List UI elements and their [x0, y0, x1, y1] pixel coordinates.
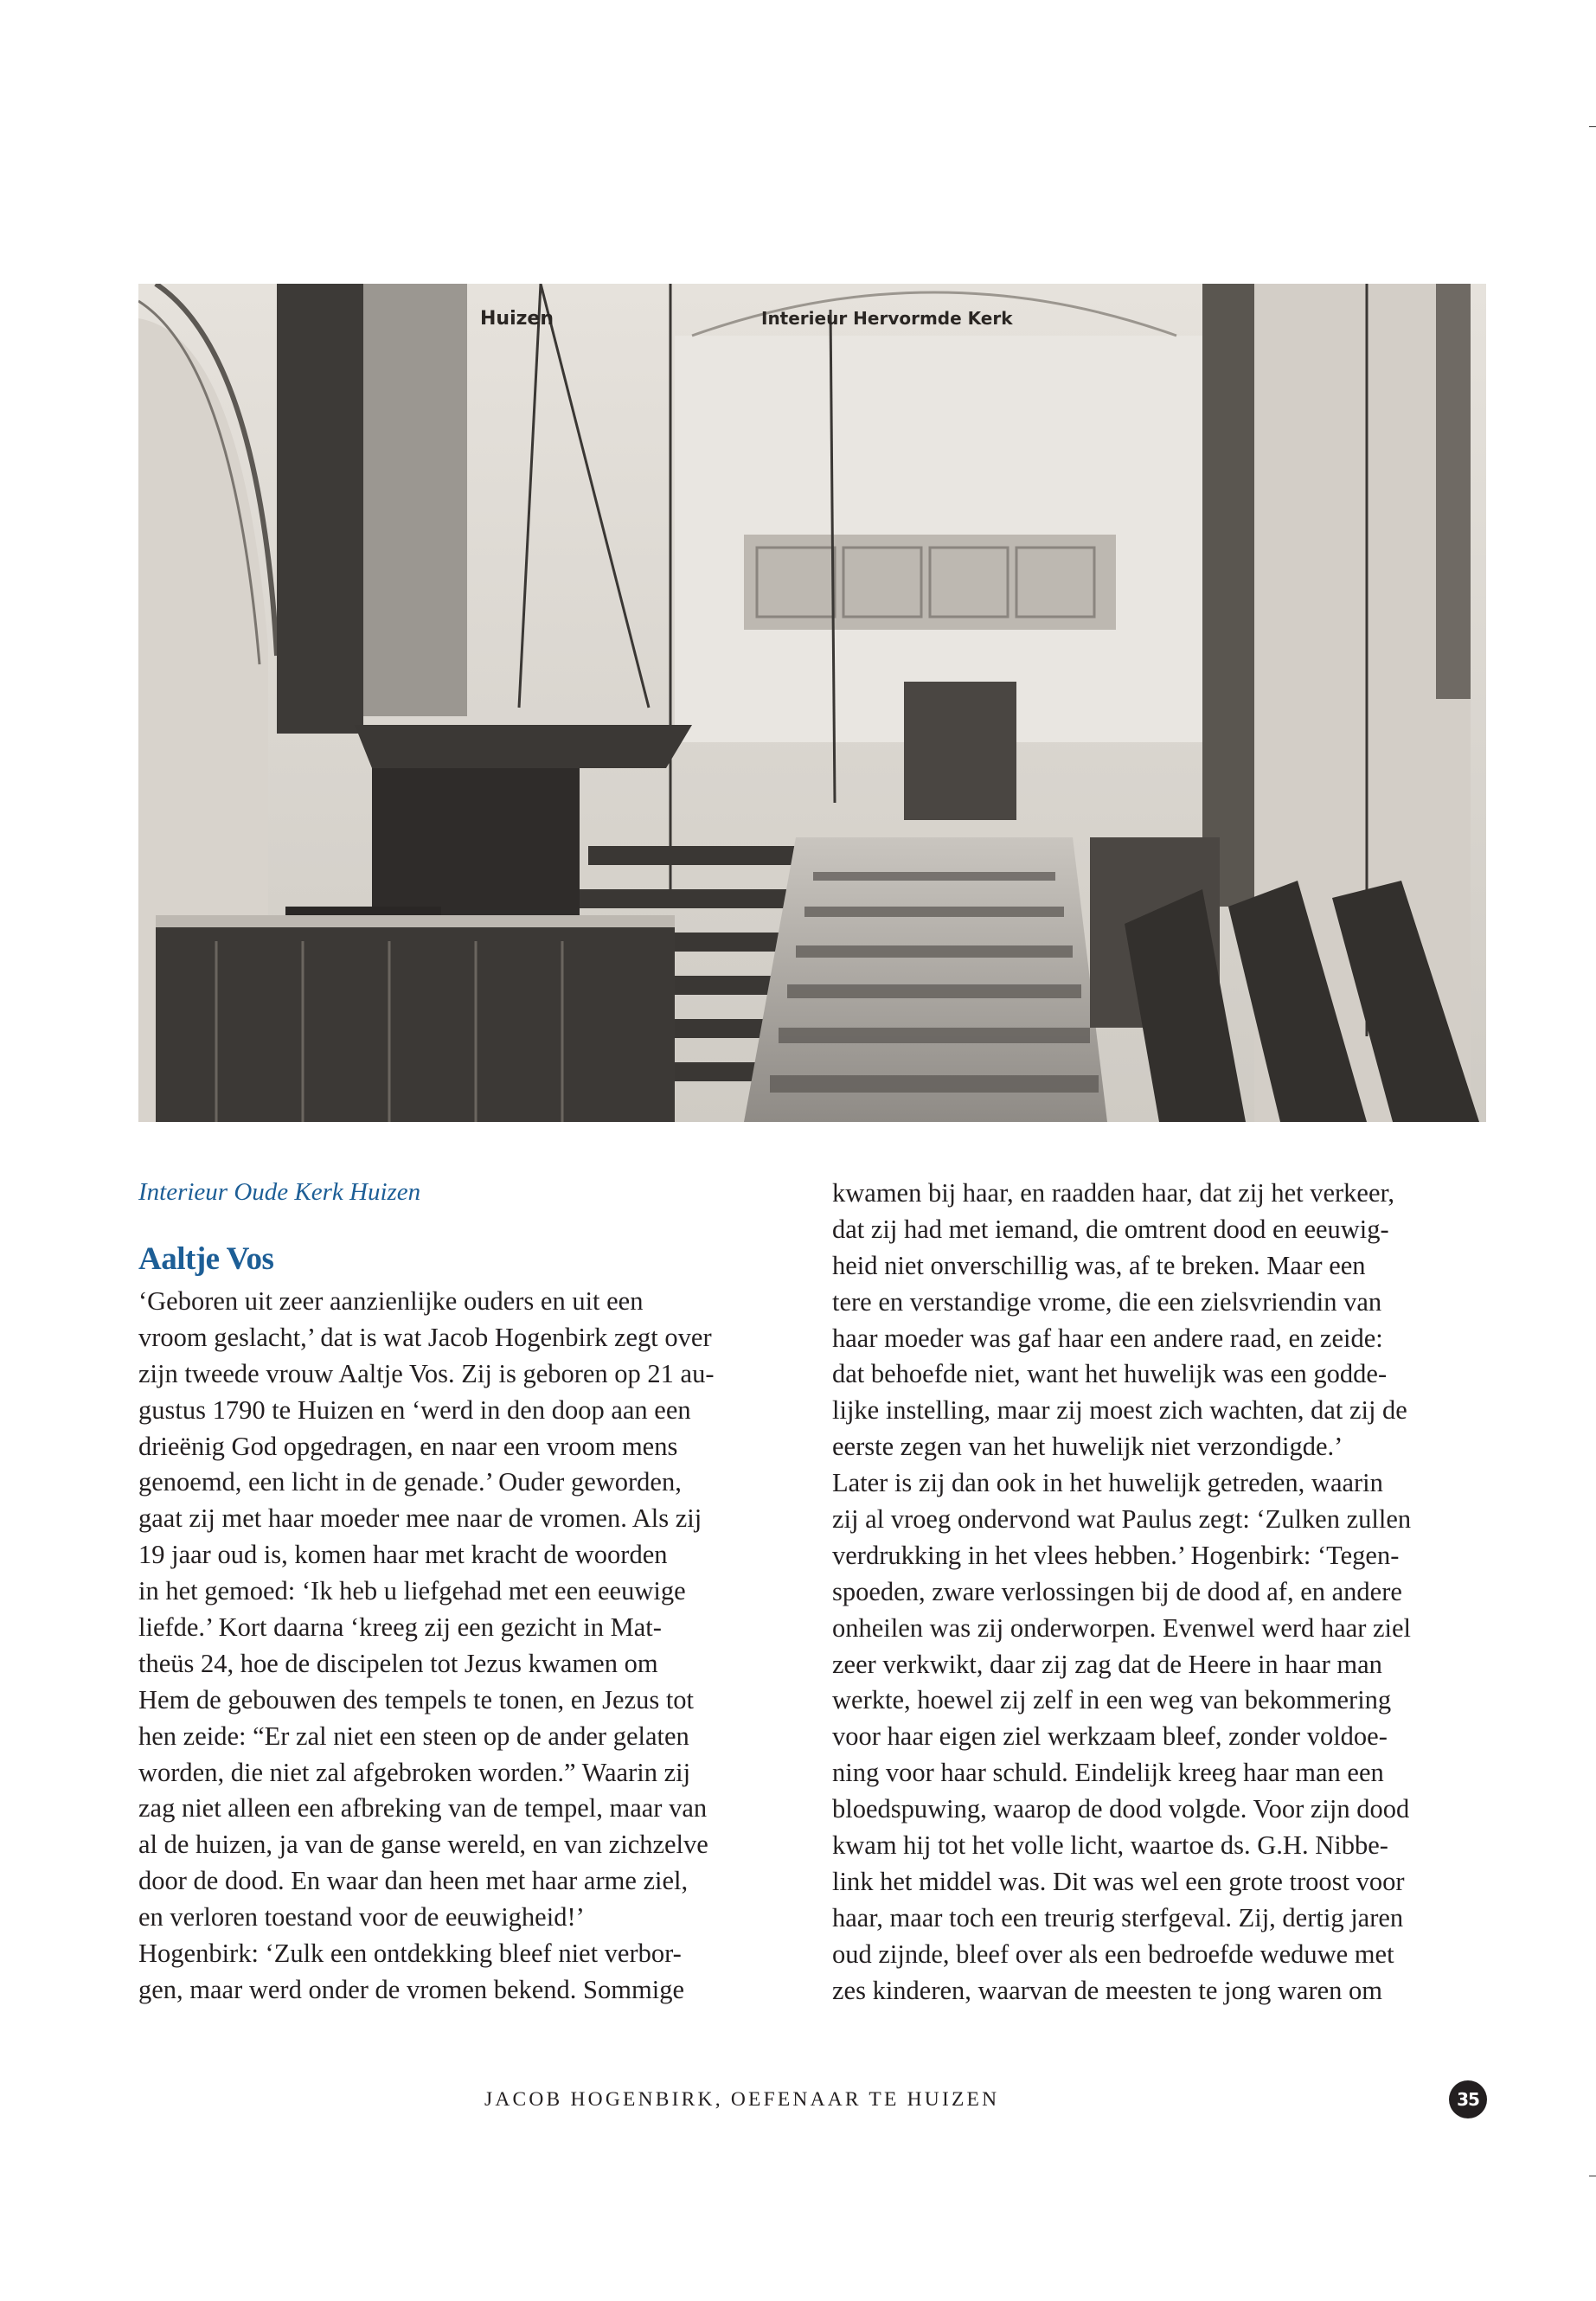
body-line: hen zeide: “Er zal niet een steen op de ander gelaten: [138, 1721, 689, 1751]
body-line: zijn tweede vrouw Aaltje Vos. Zij is geboren op 21 au-: [138, 1358, 715, 1388]
body-line: lijke instelling, maar zij moest zich wachten, dat zij de: [832, 1395, 1407, 1426]
body-line: bloedspuwing, waarop de dood volgde. Voor zijn dood: [832, 1794, 1410, 1824]
body-line: Hem de gebouwen des tempels te tonen, en Jezus tot: [138, 1684, 695, 1715]
body-line: heid niet onverschillig was, af te breken. Maar een: [832, 1250, 1366, 1280]
body-line: ‘Geboren uit zeer aanzienlijke ouders en uit een: [138, 1286, 644, 1316]
body-line: gaat zij met haar moeder mee naar de vromen. Als zij: [138, 1503, 702, 1534]
body-line: haar moeder was gaf haar een andere raad, en zeide:: [832, 1323, 1383, 1353]
crop-mark-top: [1589, 126, 1596, 127]
body-line: kwam hij tot het volle licht, waartoe ds. G.H. Nibbe-: [832, 1830, 1388, 1861]
body-line: gustus 1790 te Huizen en ‘werd in den doop aan een: [138, 1394, 691, 1425]
body-line: verdrukking in het vlees hebben.’ Hogenbirk: ‘Tegen-: [832, 1540, 1400, 1570]
body-line: zij al vroeg ondervond wat Paulus zegt: ‘Zulken zullen: [832, 1504, 1412, 1535]
body-line: drieënig God opgedragen, en naar een vroom mens: [138, 1431, 678, 1461]
body-line: liefde.’ Kort daarna ‘kreeg zij een gezicht in Mat-: [138, 1612, 662, 1643]
body-line: in het gemoed: ‘Ik heb u liefgehad met een eeuwige: [138, 1576, 686, 1606]
body-column-right: [832, 1176, 1481, 2009]
section-heading: Aaltje Vos: [138, 1241, 274, 1277]
body-line: link het middel was. Dit was wel een grote troost voor: [832, 1866, 1405, 1896]
body-line: 19 jaar oud is, komen haar met kracht de woorden: [138, 1540, 668, 1570]
body-line: theüs 24, hoe de discipelen tot Jezus kwamen om: [138, 1648, 658, 1678]
body-line: oud zijnde, bleef over als een bedroefde weduwe met: [832, 1939, 1394, 1969]
body-line: dat behoefde niet, want het huwelijk was een godde-: [832, 1359, 1388, 1389]
body-line: onheilen was zij onderworpen. Evenwel werd haar ziel: [832, 1612, 1412, 1643]
photo-label-right: Interieur Hervormde Kerk: [761, 308, 1013, 329]
body-line: gen, maar werd onder de vromen bekend. Sommige: [138, 1974, 684, 2004]
body-line: en verloren toestand voor de eeuwigheid!’: [138, 1902, 585, 1932]
church-interior-photo: [138, 284, 1486, 1122]
body-line: Hogenbirk: ‘Zulk een ontdekking bleef niet verbor-: [138, 1939, 682, 1969]
body-line: voor haar eigen ziel werkzaam bleef, zonder voldoe-: [832, 1721, 1388, 1752]
photo-caption: Interieur Oude Kerk Huizen: [138, 1178, 421, 1206]
body-line: tere en verstandige vrome, die een zielsvriendin van: [832, 1286, 1382, 1317]
body-line: ning voor haar schuld. Eindelijk kreeg haar man een: [832, 1758, 1384, 1788]
body-line: zes kinderen, waarvan de meesten te jong waren om: [832, 1975, 1383, 2005]
body-line: door de dood. En waar dan heen met haar arme ziel,: [138, 1866, 689, 1896]
body-line: haar, maar toch een treurig sterfgeval. Zij, dertig jaren: [832, 1902, 1404, 1932]
body-line: worden, die niet zal afgebroken worden.” Waarin zij: [138, 1757, 691, 1787]
body-line: vroom geslacht,’ dat is wat Jacob Hogenbirk zegt over: [138, 1322, 712, 1352]
body-column-left: [138, 1284, 787, 2009]
body-line: kwamen bij haar, en raadden haar, dat zij het verkeer,: [832, 1178, 1395, 1208]
body-line: al de huizen, ja van de ganse wereld, en van zichzelve: [138, 1830, 708, 1860]
page-number-badge: 35: [1449, 2080, 1487, 2118]
running-footer-title: JACOB HOGENBIRK, OEFENAAR TE HUIZEN: [484, 2088, 1000, 2111]
body-line: zag niet alleen een afbreking van de tempel, maar van: [138, 1793, 708, 1823]
photo-illustration: [138, 284, 1486, 1122]
body-line: werkte, hoewel zij zelf in een weg van bekommering: [832, 1685, 1392, 1715]
body-line: genoemd, een licht in de genade.’ Ouder geworden,: [138, 1467, 682, 1497]
body-line: Later is zij dan ook in het huwelijk getreden, waarin: [832, 1468, 1383, 1498]
body-line: spoeden, zware verlossingen bij de dood af, en andere: [832, 1576, 1402, 1606]
body-line: zeer verkwikt, daar zij zag dat de Heere in haar man: [832, 1649, 1382, 1679]
body-line: dat zij had met iemand, die omtrent dood en eeuwig-: [832, 1214, 1389, 1244]
body-line: eerste zegen van het huwelijk niet verzondigde.’: [832, 1432, 1343, 1462]
photo-label-left: Huizen: [480, 308, 554, 330]
